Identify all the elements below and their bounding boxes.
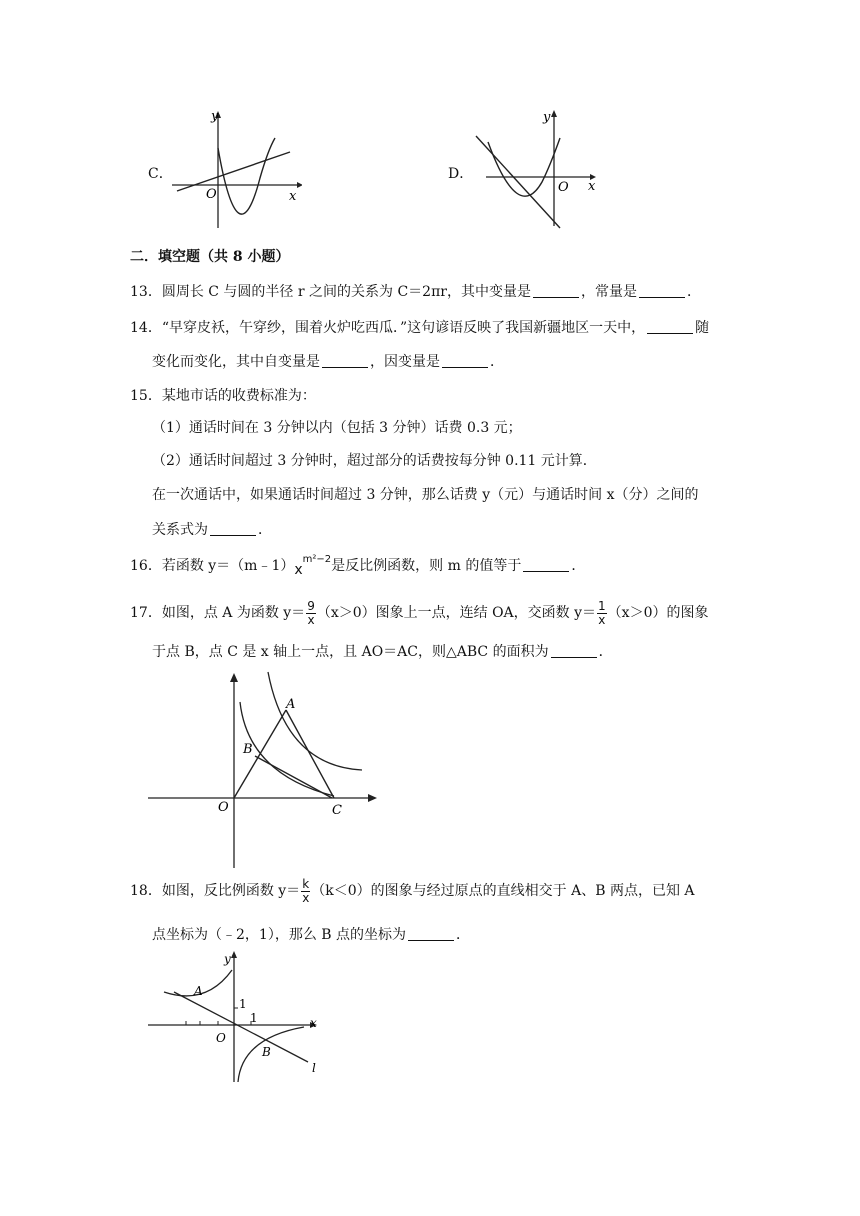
q18-line2: 点坐标为（﹣2，1），那么 B 点的坐标为	[152, 927, 407, 943]
point-b-label: B	[262, 1045, 271, 1059]
answer-blank	[442, 353, 488, 368]
q13-end: ．	[686, 284, 701, 300]
question-18-line2	[152, 925, 470, 945]
q17-start: 17．如图，点 A 为函数 y＝	[130, 605, 306, 621]
question-15-line1: 15．某地市话的收费标准为：	[130, 388, 316, 404]
question-18-line1	[130, 876, 695, 906]
q16-base: x	[294, 562, 303, 578]
answer-blank	[523, 557, 569, 572]
q14-line2-mid: ，因变量是	[370, 354, 440, 370]
axis-x-label: x	[588, 179, 596, 194]
question-15-line3: （2）通话时间超过 3 分钟时，超过部分的话费按每分钟 0.11 元计算．	[152, 453, 597, 469]
q17-line2-end: ．	[598, 644, 613, 660]
q16-end: ．	[571, 558, 586, 574]
q17-figure	[146, 670, 382, 870]
q13-text: 13．圆周长 C 与圆的半径 r 之间的关系为 C＝2πr，其中变量是	[130, 284, 531, 300]
question-17-line1	[130, 598, 708, 628]
q14-line1-end: 随	[695, 320, 710, 336]
q17-line2: 于点 B，点 C 是 x 轴上一点，且 AO＝AC，则△ABC 的面积为	[152, 644, 549, 660]
q15-line5: 关系式为	[152, 522, 208, 538]
origin-label: O	[218, 800, 229, 815]
answer-blank	[533, 283, 579, 298]
q15-line5-end: ．	[258, 522, 272, 538]
point-a-label: A	[286, 697, 296, 712]
q16-exponent: m²−2	[302, 554, 332, 565]
q17-mid2: （x＞0）的图象	[607, 605, 709, 621]
q18-fraction-k-over-x: $\frac{k}{x}$	[302, 876, 310, 905]
tick-x-1-label: 1	[250, 1011, 258, 1025]
question-15-line4: 在一次通话中，如果通话时间超过 3 分钟，那么话费 y（元）与通话时间 x（分）之间的	[152, 487, 699, 503]
q17-fraction-1-over-x: $\frac{1}{x}$	[598, 598, 606, 627]
axis-x-label: x	[289, 189, 297, 204]
section-heading: 二．填空题（共 8 小题）	[130, 249, 290, 265]
q18-figure	[146, 948, 332, 1084]
question-14-line1	[130, 318, 709, 338]
question-16	[130, 556, 585, 578]
origin-label: O	[558, 180, 569, 195]
q18-start: 18．如图，反比例函数 y＝	[130, 883, 301, 899]
q14-line2-end: ．	[490, 354, 504, 370]
question-13	[130, 282, 701, 302]
question-14-line2	[152, 352, 504, 372]
option-c-label: C．	[148, 166, 173, 182]
point-a-label: A	[194, 984, 203, 998]
question-15-line2: （1）通话时间在 3 分钟以内（包括 3 分钟）话费 0.3 元；	[152, 420, 522, 436]
answer-blank	[647, 319, 693, 334]
q16-start: 16．若函数 y＝（m﹣1）	[130, 558, 295, 574]
q14-line2-start: 变化而变化，其中自变量是	[152, 354, 320, 370]
question-15-line5	[152, 520, 272, 540]
q18-line2-end: ．	[456, 927, 471, 943]
axis-y-label: y	[211, 109, 219, 124]
answer-blank	[639, 283, 685, 298]
point-b-label: B	[243, 742, 253, 757]
option-d-graph	[472, 108, 604, 230]
answer-blank	[408, 926, 454, 941]
axis-x-label: x	[310, 1016, 317, 1030]
question-17-line2	[152, 642, 613, 662]
option-d-label: D．	[448, 166, 474, 182]
q14-line1: 14．“早穿皮袄，午穿纱，围着火炉吃西瓜．”这句谚语反映了我国新疆地区一天中，	[130, 320, 646, 336]
origin-label: O	[216, 1031, 226, 1045]
q17-mid1: （x＞0）图象上一点，连结 OA，交函数 y＝	[316, 605, 597, 621]
point-c-label: C	[332, 803, 342, 818]
q18-mid: （k＜0）的图象与经过原点的直线相交于 A、B 两点，已知 A	[311, 883, 695, 899]
q13-mid: ，常量是	[580, 284, 637, 300]
axis-y-label: y	[543, 110, 551, 125]
origin-label: O	[206, 187, 217, 202]
axis-y-label: y	[224, 952, 231, 966]
option-c-graph	[172, 108, 302, 230]
q17-fraction-9-over-x: $\frac{9}{x}$	[307, 598, 315, 627]
answer-blank	[322, 353, 368, 368]
line-l-label: l	[312, 1061, 316, 1075]
tick-y-1-label: 1	[239, 997, 247, 1011]
answer-blank	[210, 521, 256, 536]
q16-mid: 是反比例函数，则 m 的值等于	[331, 558, 522, 574]
answer-blank	[551, 643, 597, 658]
